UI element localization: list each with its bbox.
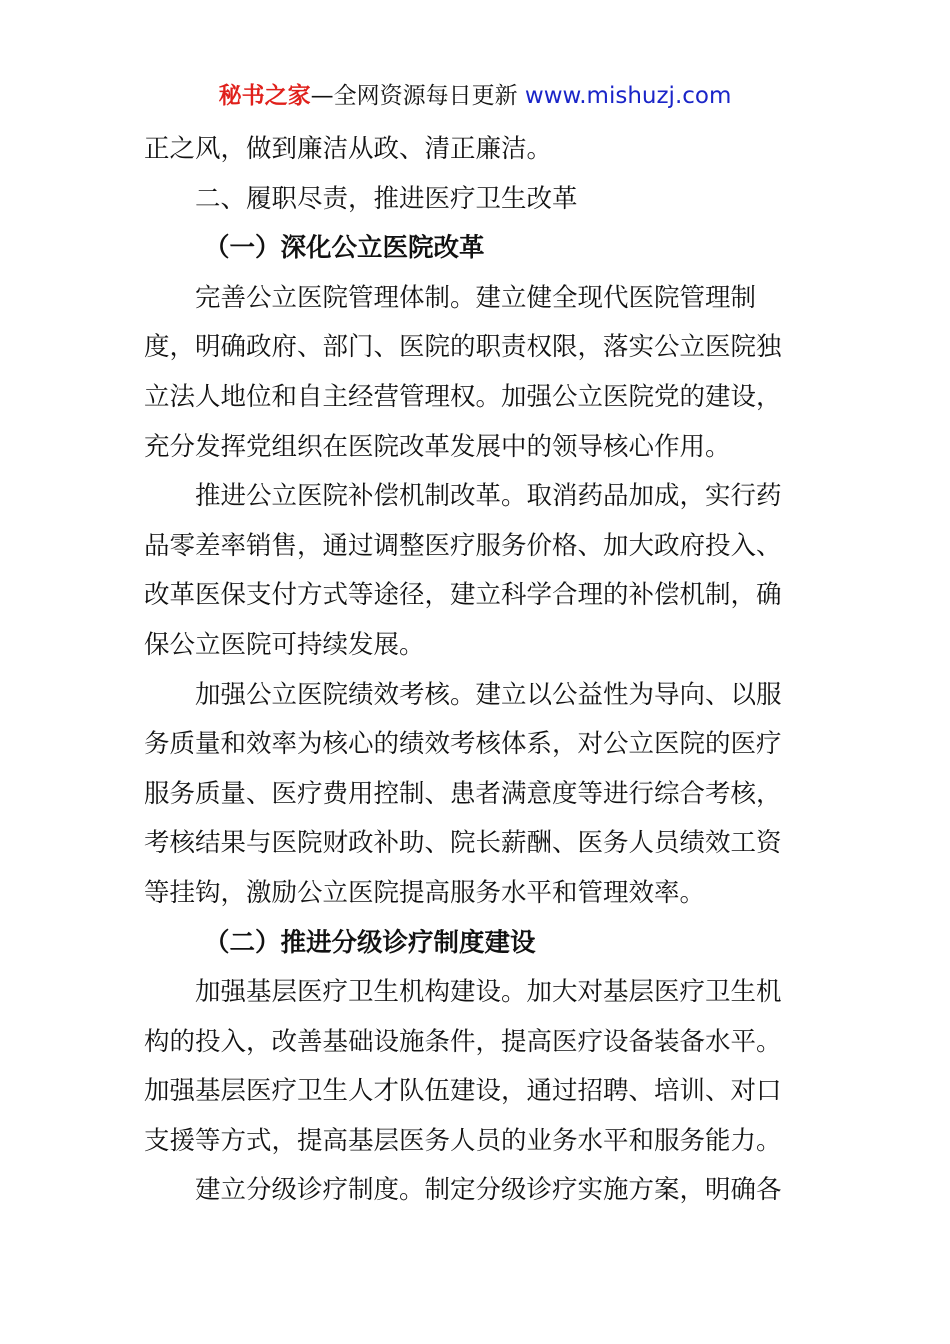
paragraph-line: 品零差率销售，通过调整医疗服务价格、加大政府投入、 — [144, 530, 782, 561]
paragraph-line: 充分发挥党组织在医院改革发展中的领导核心作用。 — [144, 431, 731, 462]
paragraph-line: 推进公立医院补偿机制改革。取消药品加成，实行药 — [195, 481, 782, 512]
paragraph-line: 构的投入，改善基础设施条件，提高医疗设备装备水平。 — [144, 1026, 782, 1057]
paragraph-line: 加强基层医疗卫生人才队伍建设，通过招聘、培训、对口 — [144, 1076, 782, 1107]
site-url-link[interactable]: www.mishuzj.com — [524, 83, 732, 109]
paragraph-line: 完善公立医院管理体制。建立健全现代医院管理制 — [195, 282, 757, 313]
paragraph-line: 考核结果与医院财政补助、院长薪酬、医务人员绩效工资 — [144, 828, 782, 859]
paragraph-line: 等挂钩，激励公立医院提高服务水平和管理效率。 — [144, 877, 706, 908]
paragraph-line: 加强公立医院绩效考核。建立以公益性为导向、以服 — [195, 679, 782, 710]
subsection-heading: （二）推进分级诊疗制度建设 — [204, 927, 536, 958]
paragraph-line: 加强基层医疗卫生机构建设。加大对基层医疗卫生机 — [195, 977, 782, 1008]
paragraph-line: 保公立医院可持续发展。 — [144, 629, 425, 660]
site-header — [0, 80, 950, 112]
section-heading: 二、履职尽责，推进医疗卫生改革 — [195, 183, 578, 214]
paragraph-line: 度，明确政府、部门、医院的职责权限，落实公立医院独 — [144, 332, 782, 363]
paragraph-line: 服务质量、医疗费用控制、患者满意度等进行综合考核， — [144, 778, 782, 809]
paragraph-line: 正之风，做到廉洁从政、清正廉洁。 — [144, 134, 553, 164]
paragraph-line: 支援等方式，提高基层医务人员的业务水平和服务能力。 — [144, 1125, 782, 1156]
header-tagline: —全网资源每日更新 — [310, 83, 518, 109]
brand-name: 秘书之家 — [218, 83, 311, 109]
paragraph-line: 建立分级诊疗制度。制定分级诊疗实施方案，明确各 — [195, 1175, 782, 1206]
subsection-heading: （一）深化公立医院改革 — [204, 233, 485, 264]
document-body — [144, 125, 806, 1216]
paragraph-line: 立法人地位和自主经营管理权。加强公立医院党的建设， — [144, 381, 782, 412]
paragraph-line: 务质量和效率为核心的绩效考核体系，对公立医院的医疗 — [144, 729, 782, 760]
paragraph-line: 改革医保支付方式等途径，建立科学合理的补偿机制，确 — [144, 580, 782, 611]
